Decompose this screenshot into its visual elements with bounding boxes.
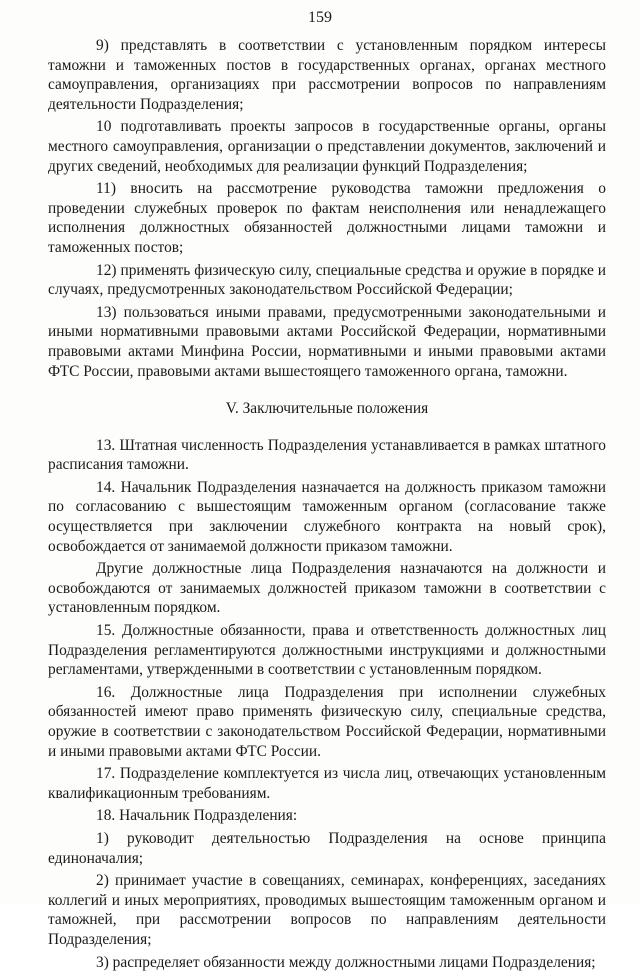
paragraph-clause-18-item-2: 2) принимает участие в совещаниях, семинарах, конференциях, заседаниях коллегий и иных мероприятиях, проводимых вышестоящим таможенным органом и таможней, при рассмотрении вопросов по направлениям деятельности Подразделения; bbox=[48, 872, 606, 948]
paragraph-item-13-rights: 13) пользоваться иными правами, предусмотренными законодательными и иными нормативными правовыми актами Российской Федерации, нормативными правовыми актами Минфина России, нормативными и иными правовыми актами ФТС России, правовыми актами вышестоящего таможенного органа, таможни. bbox=[48, 303, 606, 380]
paragraph-clause-18-item-3: 3) распределяет обязанности между должностными лицами Подразделения; bbox=[96, 953, 596, 971]
document-body bbox=[48, 36, 606, 975]
page-number: 159 bbox=[308, 9, 332, 26]
section-heading: V. Заключительные положения bbox=[225, 400, 429, 418]
paragraph-item-9: 9) представлять в соответствии с установленным порядком интересы таможни и таможенных постов в государственных органах, органах местного самоуправления, организациях при рассмотрении вопросов по направлениям деятельности Подразделения; bbox=[48, 37, 606, 113]
paragraph-clause-15: 15. Должностные обязанности, права и ответственность должностных лиц Подразделения регламентируются должностными инструкциями и должностными регламентами, утвержденными в соответствии с установленным порядком. bbox=[48, 622, 606, 679]
paragraph-clause-13: 13. Штатная численность Подразделения устанавливается в рамках штатного расписания таможни. bbox=[48, 436, 606, 474]
paragraph-clause-16: 16. Должностные лица Подразделения при исполнении служебных обязанностей имеют право применять физическую силу, специальные средства, оружие в соответствии с законодательством Российской Федерации, нормативными и иными правовыми актами ФТС России. bbox=[48, 683, 606, 760]
paragraph-clause-14: 14. Начальник Подразделения назначается на должность приказом таможни по согласованию с вышестоящим таможенным органом (согласование также осуществляется при заключении служебного контракта на новый срок), освобождается от занимаемой должности приказом таможни. bbox=[48, 478, 606, 555]
paragraph-item-11: 11) вносить на рассмотрение руководства таможни предложения о проведении служебных проверок по фактам неисполнения или ненадлежащего исполнения должностных обязанностей должностными лицами таможни и таможенных постов; bbox=[48, 180, 606, 256]
paragraph-item-12: 12) применять физическую силу, специальные средства и оружие в порядке и случаях, предусмотренных законодательством Российской Федерации; bbox=[48, 261, 606, 299]
paragraph-clause-18-item-1: 1) руководит деятельностью Подразделения на основе принципа единоначалия; bbox=[48, 829, 606, 867]
paragraph-clause-18: 18. Начальник Подразделения: bbox=[96, 807, 298, 825]
paragraph-item-10: 10 подготавливать проекты запросов в государственные органы, органы местного самоуправления, организации о представлении документов, заключений и других сведений, необходимых для реализации функций Подразделения; bbox=[48, 118, 606, 175]
paragraph-other-officials: Другие должностные лица Подразделения назначаются на должности и освобождаются от занимаемых должностей приказом таможни в соответствии с установленным порядком. bbox=[48, 560, 606, 617]
paragraph-clause-17: 17. Подразделение комплектуется из числа лиц, отвечающих установленным квалификационным требованиям. bbox=[48, 765, 606, 802]
